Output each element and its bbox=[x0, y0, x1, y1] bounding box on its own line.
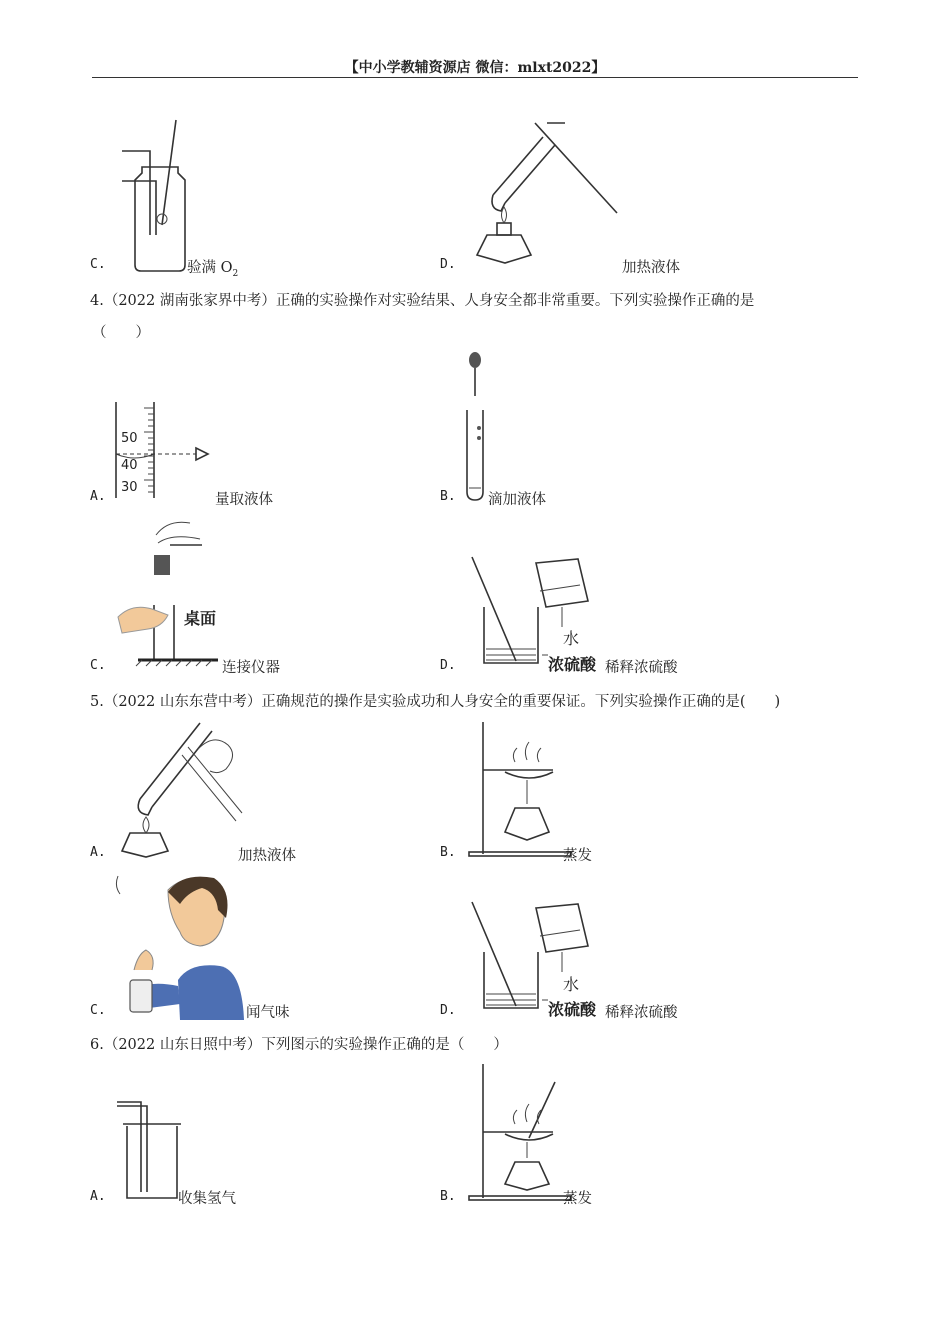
q4-option-a-caption: 量取液体 bbox=[215, 492, 273, 508]
q5-option-c-letter: C. bbox=[90, 1003, 106, 1018]
q5-option-b-caption: 蒸发 bbox=[563, 848, 592, 864]
q5-option-a-letter: A. bbox=[90, 845, 106, 860]
q4-stem-line1: 4.（2022 湖南张家界中考）正确的实验操作对实验结果、人身安全都非常重要。下列实验操作正确的是 bbox=[90, 293, 755, 309]
q5-option-d-letter: D. bbox=[440, 1003, 456, 1018]
q3-option-d-caption: 加热液体 bbox=[622, 260, 680, 276]
q3-option-c-caption: 验满 $O_2$ bbox=[187, 260, 239, 279]
q5-stem: 5.（2022 山东东营中考）正确规范的操作是实验成功和人身安全的重要保证。下列实验操作正确的是( ) bbox=[90, 694, 781, 710]
water-label: 水 bbox=[563, 629, 580, 648]
acid-label-2: 浓硫酸 bbox=[548, 1000, 597, 1019]
q4-option-c-caption: 连接仪器 bbox=[222, 660, 280, 676]
cylinder-tick-40: 40 bbox=[121, 458, 138, 473]
oxygen-full-test-illustration bbox=[110, 115, 200, 275]
desk-surface-label: 桌面 bbox=[184, 609, 217, 628]
page-header: 【中小学教辅资源店 微信：mlxt2022】 bbox=[344, 60, 606, 76]
acid-label: 浓硫酸 bbox=[548, 655, 597, 674]
q4-option-c-letter: C. bbox=[90, 658, 106, 673]
q6-option-b-caption: 蒸发 bbox=[563, 1191, 592, 1207]
q4-option-d-letter: D. bbox=[440, 658, 456, 673]
water-label-2: 水 bbox=[563, 975, 580, 994]
smelling-gas-illustration bbox=[110, 870, 245, 1020]
q4-stem-line2: （ ） bbox=[92, 325, 150, 341]
evaporation-stirring-illustration bbox=[465, 1062, 575, 1204]
cylinder-tick-30: 30 bbox=[121, 480, 138, 495]
q4-option-b-letter: B. bbox=[440, 489, 456, 504]
gas-collection-illustration bbox=[115, 1098, 185, 1203]
q5-option-d-caption: 稀释浓硫酸 bbox=[605, 1005, 678, 1021]
q3-option-d-letter: D. bbox=[440, 257, 456, 272]
heating-liquid-hand-illustration bbox=[118, 715, 243, 865]
evaporation-illustration bbox=[465, 720, 575, 860]
q5-option-a-caption: 加热液体 bbox=[238, 848, 296, 864]
q3-option-c-letter: C. bbox=[90, 257, 106, 272]
q6-stem: 6.（2022 山东日照中考）下列图示的实验操作正确的是（ ） bbox=[90, 1037, 508, 1053]
q4-option-a-letter: A. bbox=[90, 489, 106, 504]
q6-option-a-letter: A. bbox=[90, 1189, 106, 1204]
connecting-apparatus-illustration bbox=[108, 515, 228, 665]
q6-option-b-letter: B. bbox=[440, 1189, 456, 1204]
q6-option-a-caption: 收集氢气 bbox=[178, 1191, 236, 1207]
q4-option-b-caption: 滴加液体 bbox=[488, 492, 546, 508]
heating-liquid-illustration bbox=[465, 115, 625, 275]
q4-option-d-caption: 稀释浓硫酸 bbox=[605, 660, 678, 676]
cylinder-tick-50: 50 bbox=[121, 431, 138, 446]
q5-option-b-letter: B. bbox=[440, 845, 456, 860]
q5-option-c-caption: 闻气味 bbox=[246, 1005, 290, 1021]
dropper-test-tube-illustration bbox=[455, 350, 495, 505]
header-divider bbox=[92, 77, 858, 78]
